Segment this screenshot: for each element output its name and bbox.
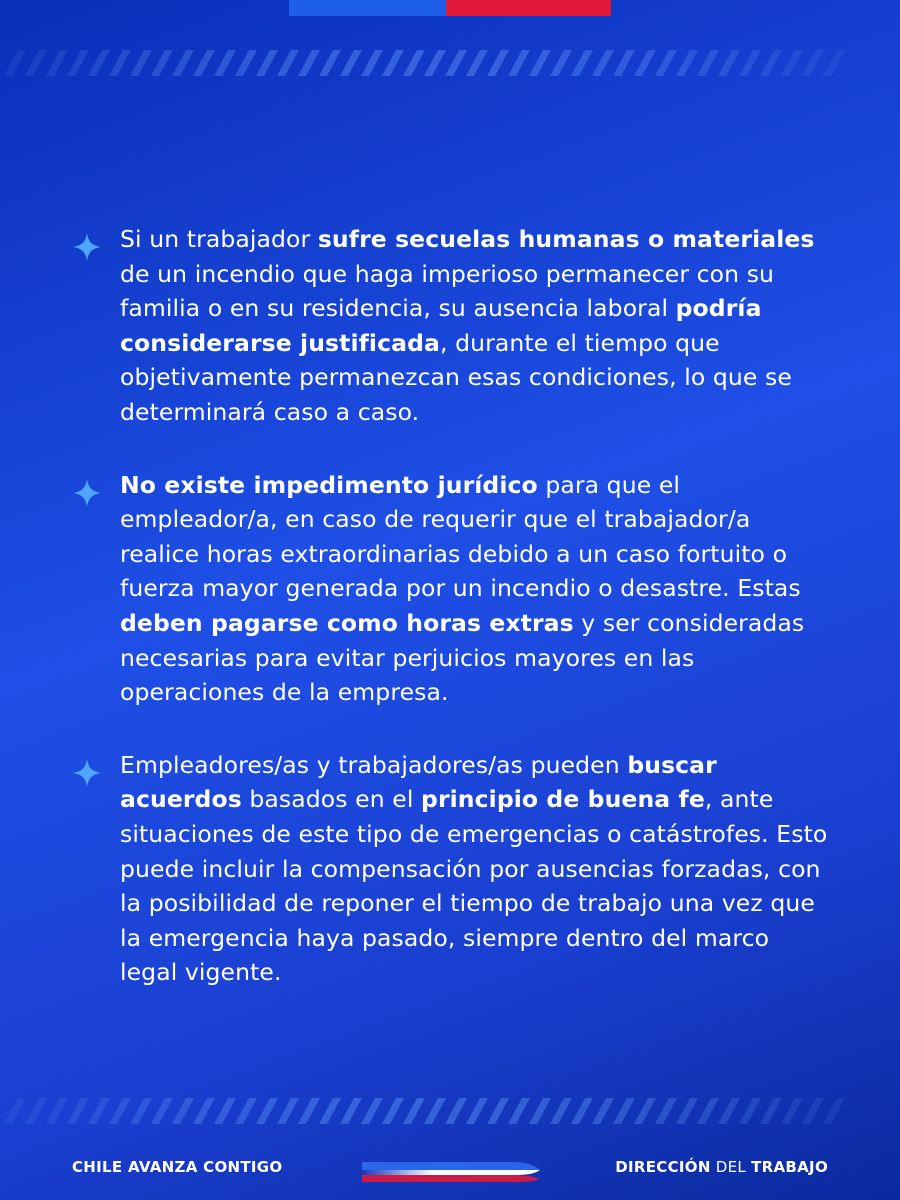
stripe-mark xyxy=(592,50,614,76)
stripe-mark xyxy=(781,50,803,76)
stripe-mark xyxy=(571,50,593,76)
stripe-mark xyxy=(466,1098,488,1124)
stripe-mark xyxy=(4,50,26,76)
stripe-mark xyxy=(739,50,761,76)
list-item-text: Si un trabajador sufre secuelas humanas o materiales de un incendio que haga imperioso permanecer con su familia o en su residencia, su ausencia laboral podría considerarse justificada, durante el tiempo que objetivamente permanezcan esas condiciones, lo que se determinará caso a caso. xyxy=(120,225,815,426)
stripe-mark xyxy=(382,50,404,76)
stripe-mark xyxy=(319,1098,341,1124)
stripe-mark xyxy=(529,50,551,76)
sparkle-star-icon xyxy=(72,232,102,262)
stripe-mark xyxy=(403,50,425,76)
stripe-mark xyxy=(571,1098,593,1124)
stripe-mark xyxy=(340,1098,362,1124)
footer-slogan: CHILE AVANZA CONTIGO xyxy=(72,1158,283,1176)
stripe-mark xyxy=(550,1098,572,1124)
stripe-mark xyxy=(298,1098,320,1124)
stripe-mark xyxy=(256,50,278,76)
stripe-mark xyxy=(634,1098,656,1124)
stripe-mark xyxy=(172,1098,194,1124)
stripe-mark xyxy=(235,50,257,76)
stripe-mark xyxy=(67,1098,89,1124)
stripe-mark xyxy=(109,50,131,76)
stripe-mark xyxy=(592,1098,614,1124)
stripe-mark xyxy=(46,50,68,76)
top-accent-bar-red xyxy=(446,0,611,16)
stripe-mark xyxy=(697,50,719,76)
stripe-mark xyxy=(613,1098,635,1124)
stripe-mark xyxy=(529,1098,551,1124)
stripe-mark xyxy=(88,1098,110,1124)
stripe-mark xyxy=(760,1098,782,1124)
list-item xyxy=(72,222,832,430)
stripe-mark xyxy=(151,50,173,76)
stripe-mark xyxy=(277,1098,299,1124)
stripe-mark xyxy=(739,1098,761,1124)
stripe-mark xyxy=(718,50,740,76)
stripe-mark xyxy=(361,1098,383,1124)
stripe-mark xyxy=(25,50,47,76)
sparkle-star-icon xyxy=(72,478,102,508)
stripe-mark xyxy=(508,50,530,76)
stripe-mark xyxy=(277,50,299,76)
stripe-mark xyxy=(130,1098,152,1124)
stripe-mark xyxy=(823,50,845,76)
stripe-mark xyxy=(445,1098,467,1124)
top-accent-bar-blue xyxy=(289,0,446,16)
stripe-mark xyxy=(151,1098,173,1124)
stripe-mark xyxy=(214,50,236,76)
stripe-mark xyxy=(382,1098,404,1124)
stripe-mark xyxy=(340,50,362,76)
decorative-stripes-bottom xyxy=(0,1088,900,1134)
stripe-mark xyxy=(109,1098,131,1124)
stripe-mark xyxy=(235,1098,257,1124)
stripe-mark xyxy=(319,50,341,76)
list-item-text: Empleadores/as y trabajadores/as pueden buscar acuerdos basados en el principio de buena fe, ante situaciones de este tipo de emergencias o catástrofes. Esto puede incluir la compensación por ausencias forzadas, con la posibilidad de reponer el tiempo de trabajo una vez que la emergencia haya pasado, siempre dentro del marco legal vigente. xyxy=(120,750,828,987)
stripe-mark xyxy=(487,1098,509,1124)
stripe-mark xyxy=(361,50,383,76)
stripe-mark xyxy=(487,50,509,76)
stripe-mark xyxy=(445,50,467,76)
stripe-mark xyxy=(802,50,824,76)
stripe-mark xyxy=(781,1098,803,1124)
stripe-mark xyxy=(4,1098,26,1124)
stripe-mark xyxy=(697,1098,719,1124)
stripe-mark xyxy=(25,1098,47,1124)
stripe-mark xyxy=(172,50,194,76)
list-item xyxy=(72,468,832,710)
sparkle-star-icon xyxy=(72,758,102,788)
stripe-mark xyxy=(823,1098,845,1124)
stripe-mark xyxy=(298,50,320,76)
stripe-mark xyxy=(655,50,677,76)
list-item-text: No existe impedimento jurídico para que el empleador/a, en caso de requerir que el trabajador/a realice horas extraordinarias debido a un caso fortuito o fuerza mayor generada por un incendio o desastre. Estas deben pagarse como horas extras y ser consideradas necesarias para evitar perjuicios mayores en las operaciones de la empresa. xyxy=(120,470,805,707)
stripe-mark xyxy=(193,50,215,76)
stripe-mark xyxy=(46,1098,68,1124)
decorative-stripes-top xyxy=(0,40,900,86)
list-item xyxy=(72,748,832,990)
flag-wave-logo-icon xyxy=(362,1156,542,1184)
footer xyxy=(0,1156,900,1184)
stripe-mark xyxy=(676,50,698,76)
stripe-mark xyxy=(550,50,572,76)
stripe-mark xyxy=(634,50,656,76)
stripe-mark xyxy=(760,50,782,76)
stripe-mark xyxy=(424,1098,446,1124)
stripe-mark xyxy=(676,1098,698,1124)
stripe-mark xyxy=(403,1098,425,1124)
stripe-mark xyxy=(130,50,152,76)
stripe-mark xyxy=(193,1098,215,1124)
stripe-mark xyxy=(466,50,488,76)
stripe-mark xyxy=(508,1098,530,1124)
stripe-mark xyxy=(424,50,446,76)
stripe-mark xyxy=(655,1098,677,1124)
stripe-mark xyxy=(802,1098,824,1124)
stripe-mark xyxy=(718,1098,740,1124)
footer-institution: DIRECCIÓN DEL TRABAJO xyxy=(615,1158,828,1176)
stripe-mark xyxy=(214,1098,236,1124)
stripe-mark xyxy=(256,1098,278,1124)
stripe-mark xyxy=(613,50,635,76)
content-list xyxy=(72,222,832,1028)
stripe-mark xyxy=(67,50,89,76)
stripe-mark xyxy=(88,50,110,76)
